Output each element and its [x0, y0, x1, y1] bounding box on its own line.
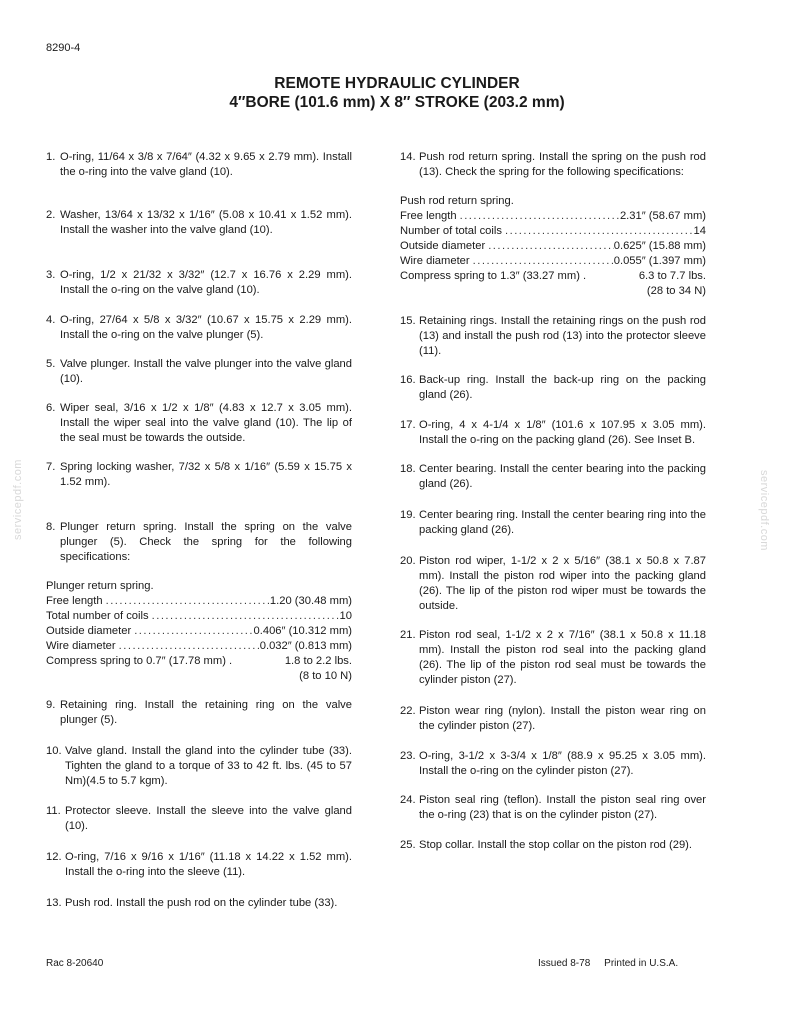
list-item: [46, 698, 352, 728]
list-item: [46, 896, 352, 911]
spec-value: 6.3 to 7.7 lbs.: [638, 270, 706, 282]
item-number: 8.: [46, 521, 56, 533]
list-item: [46, 268, 352, 298]
item-number: 10.: [46, 745, 62, 757]
spec-label: Free length: [400, 210, 457, 222]
item-text: Wiper seal, 3/16 x 1/2 x 1/8″ (4.83 x 12.7 x 3.05 mm). Install the wiper seal into the valve gland (10). The lip of the seal must be towards the outside.: [60, 402, 352, 444]
spring-spec-block: [400, 194, 706, 299]
item-text: Washer, 13/64 x 13/32 x 1/16″ (5.08 x 10.41 x 1.52 mm). Install the washer into the valve gland (10).: [60, 209, 352, 236]
item-number: 16.: [400, 374, 416, 386]
spec-value: 14: [693, 225, 706, 237]
spec-value: 1.20 (30.48 mm): [269, 595, 352, 607]
item-number: 25.: [400, 839, 416, 851]
item-number: 18.: [400, 463, 416, 475]
left-column: [46, 150, 352, 911]
spec-row: [46, 609, 352, 624]
spec-value: 0.055″ (1.397 mm): [613, 255, 706, 267]
item-text: Center bearing ring. Install the center bearing ring into the packing gland (26).: [419, 509, 706, 536]
item-text: O-ring, 4 x 4-1/4 x 1/8″ (101.6 x 107.95 x 3.05 mm). Install the o-ring on the packing gland (26). See Inset B.: [419, 419, 706, 446]
list-item: [400, 628, 706, 688]
item-number: 12.: [46, 851, 62, 863]
item-number: 21.: [400, 629, 416, 641]
list-item: [400, 418, 706, 448]
list-item: [46, 208, 352, 238]
item-text: O-ring, 11/64 x 3/8 x 7/64″ (4.32 x 9.65 x 2.79 mm). Install the o-ring into the valve gland (10).: [60, 151, 352, 178]
item-number: 15.: [400, 315, 416, 327]
item-text: O-ring, 27/64 x 5/8 x 3/32″ (10.67 x 15.75 x 2.29 mm). Install the o-ring on the valve plunger (5).: [60, 314, 352, 341]
list-item: [400, 314, 706, 359]
spec-label: Number of total coils: [400, 225, 502, 237]
watermark-right: servicepdf.com: [758, 470, 770, 551]
item-text: Piston wear ring (nylon). Install the piston wear ring on the cylinder piston (27).: [419, 705, 706, 732]
spec-label: Wire diameter: [400, 255, 470, 267]
printed-in: Printed in U.S.A.: [604, 958, 679, 969]
item-text: Spring locking washer, 7/32 x 5/8 x 1/16″ (5.59 x 15.75 x 1.52 mm).: [60, 461, 352, 488]
item-text: Center bearing. Install the center bearing into the packing gland (26).: [419, 463, 706, 490]
item-number: 5.: [46, 358, 56, 370]
leader-dots: [149, 609, 340, 624]
leader-dots: [103, 594, 270, 609]
item-number: 1.: [46, 151, 56, 163]
spec-value: 10: [339, 610, 352, 622]
spec-row: [46, 624, 352, 639]
item-number: 14.: [400, 151, 416, 163]
item-number: 2.: [46, 209, 56, 221]
spec-label: Wire diameter: [46, 640, 116, 652]
list-item: [400, 150, 706, 180]
list-item: [46, 313, 352, 343]
item-number: 22.: [400, 705, 416, 717]
list-item: [400, 508, 706, 538]
item-text: Retaining rings. Install the retaining rings on the push rod (13) and install the push rod (13) into the protector sleeve (11).: [419, 315, 706, 357]
item-text: Push rod return spring. Install the spring on the push rod (13). Check the spring for the following specifications:: [419, 151, 706, 178]
spec-label: Free length: [46, 595, 103, 607]
issued-date: Issued 8-78: [538, 958, 591, 969]
spring-spec-block: [46, 579, 352, 684]
item-text: Valve plunger. Install the valve plunger into the valve gland (10).: [60, 358, 352, 385]
spec-row: [400, 239, 706, 254]
right-column: [400, 150, 706, 853]
spec-value: 0.625″ (15.88 mm): [613, 240, 706, 252]
item-text: Protector sleeve. Install the sleeve into the valve gland (10).: [65, 805, 352, 832]
item-number: 9.: [46, 699, 56, 711]
item-text: O-ring, 1/2 x 21/32 x 3/32″ (12.7 x 16.76 x 2.29 mm). Install the o-ring on the valve gland (10).: [60, 269, 352, 296]
item-number: 19.: [400, 509, 416, 521]
list-item: [46, 744, 352, 789]
item-text: O-ring, 7/16 x 9/16 x 1/16″ (11.18 x 14.22 x 1.52 mm). Install the o-ring into the sleeve (11).: [65, 851, 352, 878]
item-text: Piston rod wiper, 1-1/2 x 2 x 5/16″ (38.1 x 50.8 x 7.87 mm). Install the piston rod wiper into the packing gland (26). The lip of the piston rod wiper must be towards the outside.: [419, 555, 706, 612]
item-number: 6.: [46, 402, 56, 414]
leader-dots: [457, 209, 620, 224]
spec-continuation: (8 to 10 N): [299, 670, 352, 682]
spec-row: [46, 654, 352, 669]
list-item: [400, 373, 706, 403]
item-text: Piston rod seal, 1-1/2 x 2 x 7/16″ (38.1 x 50.8 x 11.18 mm). Install the piston rod seal into the packing gland (26). The lip of the piston rod seal must be towards the cylinder piston (27).: [419, 629, 706, 686]
leader-dots: [470, 254, 614, 269]
list-item: [46, 357, 352, 387]
list-item: [46, 804, 352, 834]
item-number: 24.: [400, 794, 416, 806]
item-number: 17.: [400, 419, 416, 431]
item-text: Push rod. Install the push rod on the cylinder tube (33).: [65, 897, 338, 909]
spec-value: 0.406″ (10.312 mm): [253, 625, 352, 637]
list-item: [400, 554, 706, 614]
leader-dots: [485, 239, 614, 254]
item-number: 23.: [400, 750, 416, 762]
spec-row: [46, 594, 352, 609]
list-item: [400, 704, 706, 734]
item-number: 13.: [46, 897, 62, 909]
part-number-footer: Rac 8-20640: [46, 958, 104, 969]
item-text: O-ring, 3-1/2 x 3-3/4 x 1/8″ (88.9 x 95.25 x 3.05 mm). Install the o-ring on the cylinder piston (27).: [419, 750, 706, 777]
list-item: [400, 793, 706, 823]
list-item: [46, 520, 352, 565]
spec-label: Total number of coils: [46, 610, 149, 622]
item-text: Valve gland. Install the gland into the cylinder tube (33). Tighten the gland to a torque of 33 to 42 ft. lbs. (45 to 57 Nm)(4.5 to 5.7 kgm).: [65, 745, 352, 787]
item-number: 7.: [46, 461, 56, 473]
spec-row: [400, 224, 706, 239]
leader-dots: [131, 624, 253, 639]
spec-row: [400, 269, 706, 284]
item-number: 3.: [46, 269, 56, 281]
spec-label: Outside diameter: [46, 625, 132, 637]
spec-row: [400, 254, 706, 269]
item-text: Back-up ring. Install the back-up ring on the packing gland (26).: [419, 374, 706, 401]
item-text: Retaining ring. Install the retaining ring on the valve plunger (5).: [60, 699, 352, 726]
spec-heading: Plunger return spring.: [46, 580, 154, 592]
item-number: 4.: [46, 314, 56, 326]
spec-row: [46, 639, 352, 654]
spec-label: Outside diameter: [400, 240, 486, 252]
item-text: Stop collar. Install the stop collar on the piston rod (29).: [419, 839, 693, 851]
spec-value: 2.31″ (58.67 mm): [619, 210, 706, 222]
list-item: [46, 460, 352, 490]
spec-value: 0.032″ (0.813 mm): [259, 640, 352, 652]
spec-heading: Push rod return spring.: [400, 195, 514, 207]
issue-footer: [538, 958, 678, 969]
list-item: [400, 749, 706, 779]
list-item: [46, 401, 352, 446]
leader-dots: [116, 639, 260, 654]
spec-label: Compress spring to 1.3″ (33.27 mm) .: [400, 270, 587, 282]
spec-row: [400, 209, 706, 224]
list-item: [46, 150, 352, 180]
page-title: [0, 74, 794, 112]
leader-dots: [502, 224, 694, 239]
list-item: [400, 838, 706, 853]
spec-value: 1.8 to 2.2 lbs.: [284, 655, 352, 667]
item-number: 11.: [46, 805, 61, 817]
spec-label: Compress spring to 0.7″ (17.78 mm) .: [46, 655, 233, 667]
page-number: 8290-4: [46, 42, 81, 54]
spec-continuation: (28 to 34 N): [646, 285, 706, 297]
title-line-1: REMOTE HYDRAULIC CYLINDER: [274, 75, 520, 92]
list-item: [46, 850, 352, 880]
list-item: [400, 462, 706, 492]
item-number: 20.: [400, 555, 416, 567]
item-text: Piston seal ring (teflon). Install the piston seal ring over the o-ring (23) that is on the cylinder piston (27).: [419, 794, 706, 821]
item-text: Plunger return spring. Install the spring on the valve plunger (5). Check the spring for the following specifications:: [60, 521, 352, 563]
title-line-2: 4″BORE (101.6 mm) X 8″ STROKE (203.2 mm): [229, 94, 565, 111]
watermark-left: servicepdf.com: [12, 459, 24, 540]
